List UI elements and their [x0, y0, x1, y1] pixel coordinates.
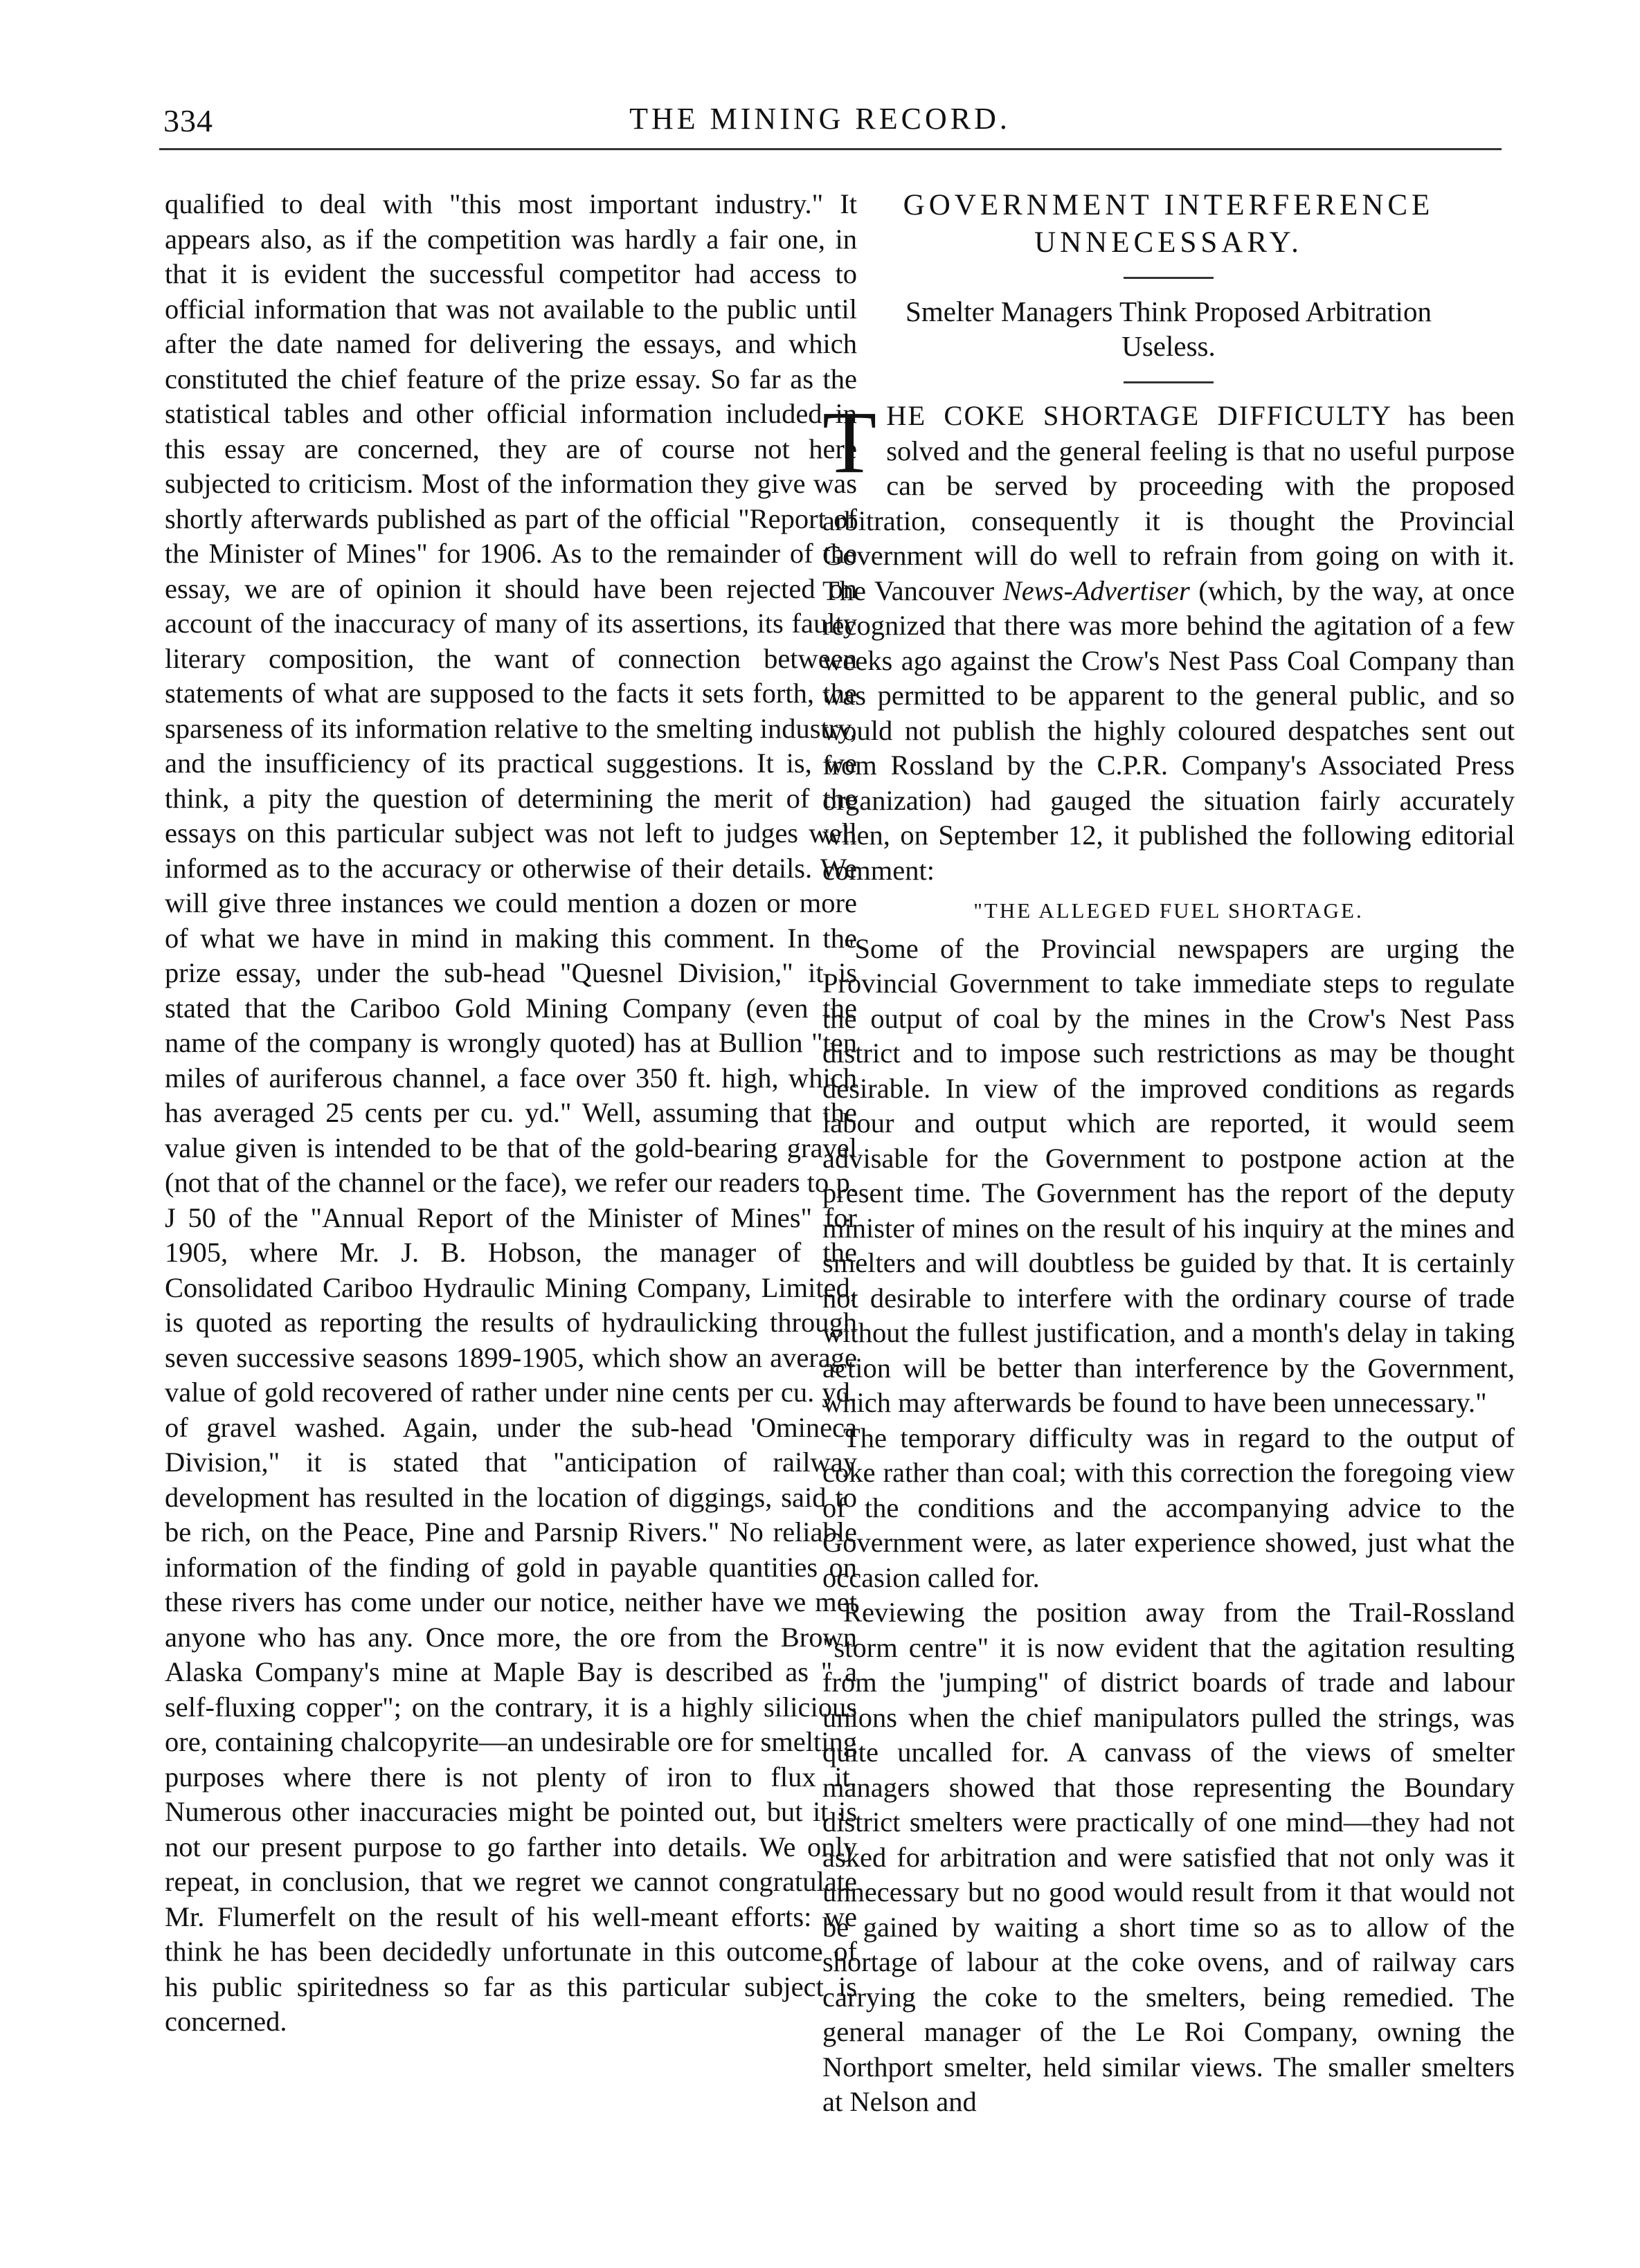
- right-column: [822, 187, 1515, 2120]
- quote-heading: "THE ALLEGED FUEL SHORTAGE.: [973, 898, 1364, 923]
- newspaper-name: News-Advertiser: [1002, 574, 1190, 606]
- quote-paragraph: "Some of the Provincial newspapers are urging the Provincial Government to take immediate steps to regulate the output of coal by the mines in the Crow's Nest Pass district and to impose such restrictions as may be thought desirable. In view of the improved conditions as regards labour and output which are reported, it would seem advisable for the Government to postpone action at the present time. The Government has the report of the deputy minister of mines on the result of his inquiry at the mines and smelters and will doubtless be guided by that. It is certainly not desirable to interfere with the ordinary course of trade without the fullest justification, and a month's delay in taking action will be better than interference by the Government, which may afterwards be found to have been unnecessary.": [822, 932, 1515, 1418]
- lead-caps: HE COKE SHORTAGE DIFFICULTY: [886, 400, 1393, 431]
- title-rule: [1124, 277, 1214, 279]
- lead-paragraph: [822, 393, 1515, 888]
- page-number: 334: [163, 103, 213, 138]
- article-subtitle-line-2: Useless.: [1121, 330, 1216, 362]
- article-title-line-1: GOVERNMENT INTERFERENCE: [903, 189, 1434, 221]
- article-subtitle-line-1: Smelter Managers Think Proposed Arbitration: [905, 296, 1432, 327]
- running-title: THE MINING RECORD.: [629, 102, 1011, 136]
- drop-cap: T: [822, 393, 877, 491]
- left-paragraph: qualified to deal with "this most important industry." It appears also, as if the competition was hardly a fair one, in that it is evident the successful competitor had access to official information that was not available to the public until after the date named for delivering the essays, and which constituted the chief feature of the prize essay. So far as the statistical tables and other official information included in this essay are concerned, they are of course not here subjected to criticism. Most of the information they give was shortly afterwards published as part of the official "Report of the Minister of Mines" for 1906. As to the remainder of the essay, we are of opinion it should have been rejected on account of the inaccuracy of many of its assertions, its faulty literary composition, the want of connection between statements of what are supposed to the facts it sets forth, the sparseness of its information relative to the smelting industry, and the insufficiency of its practical suggestions. It is, we think, a pity the question of determining the merit of the essays on this particular subject was not left to judges well informed as to the accuracy or otherwise of their details. We will give three instances we could mention a dozen or more of what we have in mind in making this comment. In the prize essay, under the sub-head "Quesnel Division," it is stated that the Cariboo Gold Mining Company (even the name of the company is wrongly quoted) has at Bullion "ten miles of auriferous channel, a face over 350 ft. high, which has averaged 25 cents per cu. yd." Well, assuming that the value given is intended to be that of the gold-bearing gravel (not that of the channel or the face), we refer our readers to p. J 50 of the "Annual Report of the Minister of Mines" for 1905, where Mr. J. B. Hobson, the manager of the Consolidated Cariboo Hydraulic Mining Company, Limited, is quoted as reporting the results of hydraulicking through seven successive seasons 1899-1905, which show an average value of gold recovered of rather under nine cents per cu. yd. of gravel washed. Again, under the sub-head 'Omineca Division," it is stated that "anticipation of railway development has resulted in the location of diggings, said to be rich, on the Peace, Pine and Parsnip Rivers." No reliable information of the finding of gold in payable quantities on these rivers has come under our notice, neither have we met anyone who has any. Once more, the ore from the Brown Alaska Company's mine at Maple Bay is described as " a self-fluxing copper"; on the contrary, it is a highly silicious ore, containing chalcopyrite—an undesirable ore for smelting purposes where there is not plenty of iron to flux it. Numerous other inaccuracies might be pointed out, but it is not our present purpose to go farther into details. We only repeat, in conclusion, that we regret we cannot congratulate Mr. Flumerfelt on the result of his well-meant efforts: we think he has been decidedly unfortunate in this outcome of his public spiritedness so far as this particular subject is concerned.: [165, 188, 857, 2037]
- article-subtitle: [822, 294, 1515, 363]
- article-title-line-2: UNNECESSARY.: [1034, 226, 1303, 259]
- lead-paragraph-end: (which, by the way, at once recognized that there was more behind the agitation of a few weeks ago against the Crow's Nest Pass Coal Company than was permitted to be apparent to the general public, and so would not publish the highly coloured despatches sent out from Rossland by the C.P.R. Company's Associated Press organization) had gauged the situation fairly accurately when, on September 12, it published the following editorial comment:: [822, 574, 1515, 886]
- subtitle-rule: [1124, 381, 1214, 383]
- paragraph-coke: The temporary difficulty was in regard to the output of coke rather than coal; with this correction the foregoing view of the conditions and the accompanying advice to the Government were, as later experience showed, just what the occasion called for.: [822, 1422, 1515, 1593]
- left-column: [165, 187, 857, 2040]
- paragraph-review: Reviewing the position away from the Trail-Rossland "storm centre" it is now evident that the agitation resulting from the 'jumping" of district boards of trade and labour unions when the chief manipulators pulled the strings, was quite uncalled for. A canvass of the views of smelter managers showed that those representing the Boundary district smelters were practically of one mind—they had not asked for arbitration and were satisfied that not only was it unnecessary but no good would result from it that would not be gained by waiting a short time so as to allow of the shortage of labour at the coke ovens, and of railway cars carrying the coke to the smelters, being remedied. The general manager of the Le Roi Company, owning the Northport smelter, held similar views. The smaller smelters at Nelson and: [822, 1597, 1515, 2117]
- header-rule: [159, 148, 1502, 150]
- lead-paragraph-text: has been solved and the general feeling is that no useful purpose can be served by proceeding with the proposed arbitration, consequently it is thought the Provincial Government will do well to refrain from going on with it. The Vancouver: [822, 400, 1515, 606]
- article-title: [822, 187, 1515, 262]
